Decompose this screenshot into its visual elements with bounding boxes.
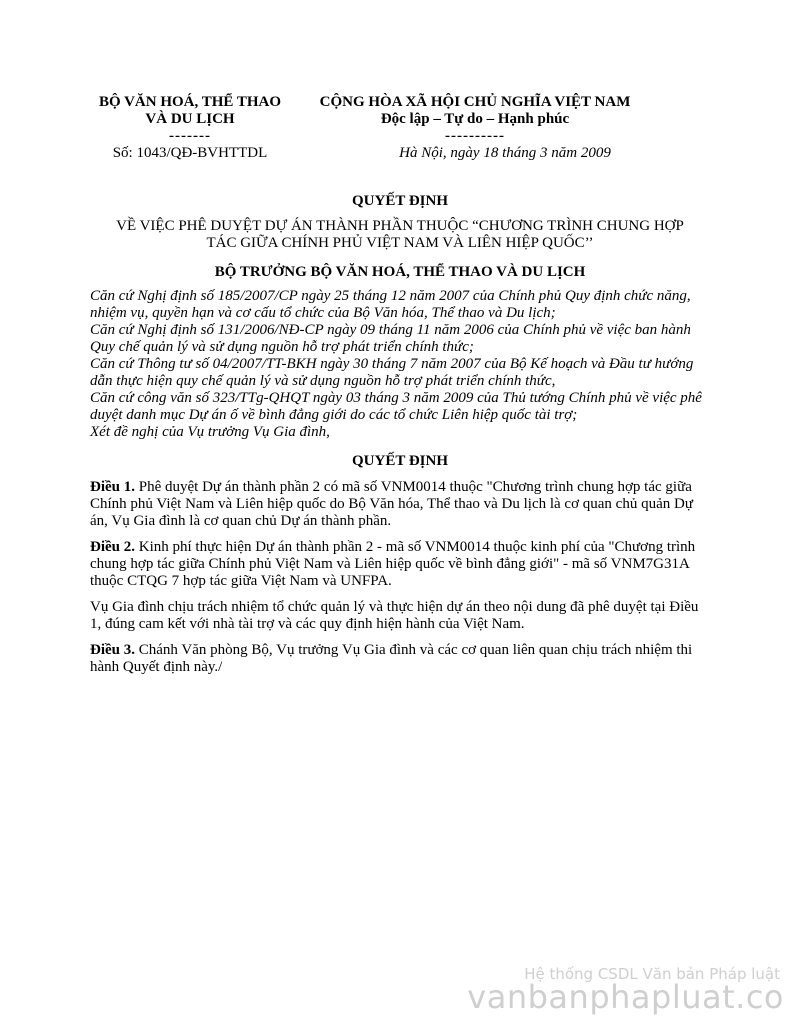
document-title: QUYẾT ĐỊNH: [352, 193, 448, 209]
document-subject: [90, 218, 710, 252]
legal-bases: [90, 288, 710, 441]
article-3-text: Chánh Văn phòng Bộ, Vụ trưởng Vụ Gia đình và các cơ quan liên quan chịu trách nhiệm thi hành Quyết định này./: [90, 642, 693, 675]
document-body: [90, 193, 710, 676]
article-2-paragraph-2: Vụ Gia đình chịu trách nhiệm tổ chức quản lý và thực hiện dự án theo nội dung đã phê duyệt tại Điều 1, đúng cam kết với nhà tài trợ và các quy định hiện hành của Việt Nam.: [90, 599, 699, 632]
national-heading-block: [305, 94, 645, 162]
article-1-label: Điều 1.: [90, 479, 135, 495]
article-2-text: Kinh phí thực hiện Dự án thành phần 2 - mã số VNM0014 thuộc kinh phí của "Chương trình chung hợp tác giữa Chính phủ Việt Nam và Liên hiệp quốc về bình đẳng giới" - mã số VNM7G31A thuộc CTQG 7 hợp tác giữa Việt Nam và UNFPA.: [90, 539, 696, 589]
issuing-authority: BỘ TRƯỞNG BỘ VĂN HOÁ, THỂ THAO VÀ DU LỊCH: [214, 264, 586, 280]
watermark-site: vanbanphapluat.co: [467, 978, 784, 1016]
ministry-name-line1: BỘ VĂN HOÁ, THỂ THAO: [98, 94, 282, 110]
legal-basis-item: Căn cứ Nghị định số 185/2007/CP ngày 25 tháng 12 năm 2007 của Chính phủ Quy định chức năng, nhiệm vụ, quyền hạn và cơ cấu tổ chức của Bộ Văn hóa, Thể thao và Du lịch;: [90, 288, 691, 321]
article-2: [90, 539, 710, 590]
decision-heading: QUYẾT ĐỊNH: [352, 453, 448, 469]
legal-basis-item: Căn cứ Nghị định số 131/2006/NĐ-CP ngày 09 tháng 11 năm 2006 của Chính phủ về việc ban hành Quy chế quản lý và sử dụng nguồn hỗ trợ phát triển chính thức;: [90, 322, 691, 355]
ministry-divider: -------: [169, 128, 211, 144]
article-2-label: Điều 2.: [90, 539, 135, 555]
legal-basis-item: Căn cứ Thông tư số 04/2007/TT-BKH ngày 30 tháng 7 năm 2007 của Bộ Kế hoạch và Đầu tư hướng dẫn thực hiện quy chế quản lý và sử dụng nguồn hỗ trợ phát triển chính thức,: [90, 356, 694, 389]
legal-basis-item: Xét đề nghị của Vụ trưởng Vụ Gia đình,: [90, 424, 330, 440]
national-motto: Độc lập – Tự do – Hạnh phúc: [380, 111, 570, 127]
place-and-date: Hà Nội, ngày 18 tháng 3 năm 2009: [399, 145, 611, 161]
document-number: Số: 1043/QĐ-BVHTTDL: [112, 145, 268, 161]
article-1: [90, 479, 710, 530]
motto-divider: ----------: [445, 128, 505, 144]
issuer-block: [90, 94, 290, 162]
ministry-name-line2: VÀ DU LỊCH: [145, 111, 235, 127]
article-3: [90, 642, 710, 676]
article-1-text: Phê duyệt Dự án thành phần 2 có mã số VNM0014 thuộc "Chương trình chung hợp tác giữa Chính phủ Việt Nam và Liên hiệp quốc do Bộ Văn hóa, Thể thao và Du lịch là cơ quan chủ quản Dự án, Vụ Gia đình là cơ quan chủ Dự án thành phần.: [90, 479, 693, 529]
legal-basis-item: Căn cứ công văn số 323/TTg-QHQT ngày 03 tháng 3 năm 2009 của Thủ tướng Chính phủ về việc phê duyệt danh mục Dự án ố về bình đẳng giới do các tổ chức Liên hiệp quốc tài trợ;: [90, 390, 702, 423]
subject-line-1: VỀ VIỆC PHÊ DUYỆT DỰ ÁN THÀNH PHẦN THUỘC “CHƯƠNG TRÌNH CHUNG HỢP: [116, 218, 684, 234]
subject-line-2: TÁC GIỮA CHÍNH PHỦ VIỆT NAM VÀ LIÊN HIỆP QUỐC’’: [206, 235, 594, 251]
article-3-label: Điều 3.: [90, 642, 135, 658]
country-name: CỘNG HÒA XÃ HỘI CHỦ NGHĨA VIỆT NAM: [319, 94, 631, 110]
watermark-caption: Hệ thống CSDL Văn bản Pháp luật: [524, 965, 780, 983]
